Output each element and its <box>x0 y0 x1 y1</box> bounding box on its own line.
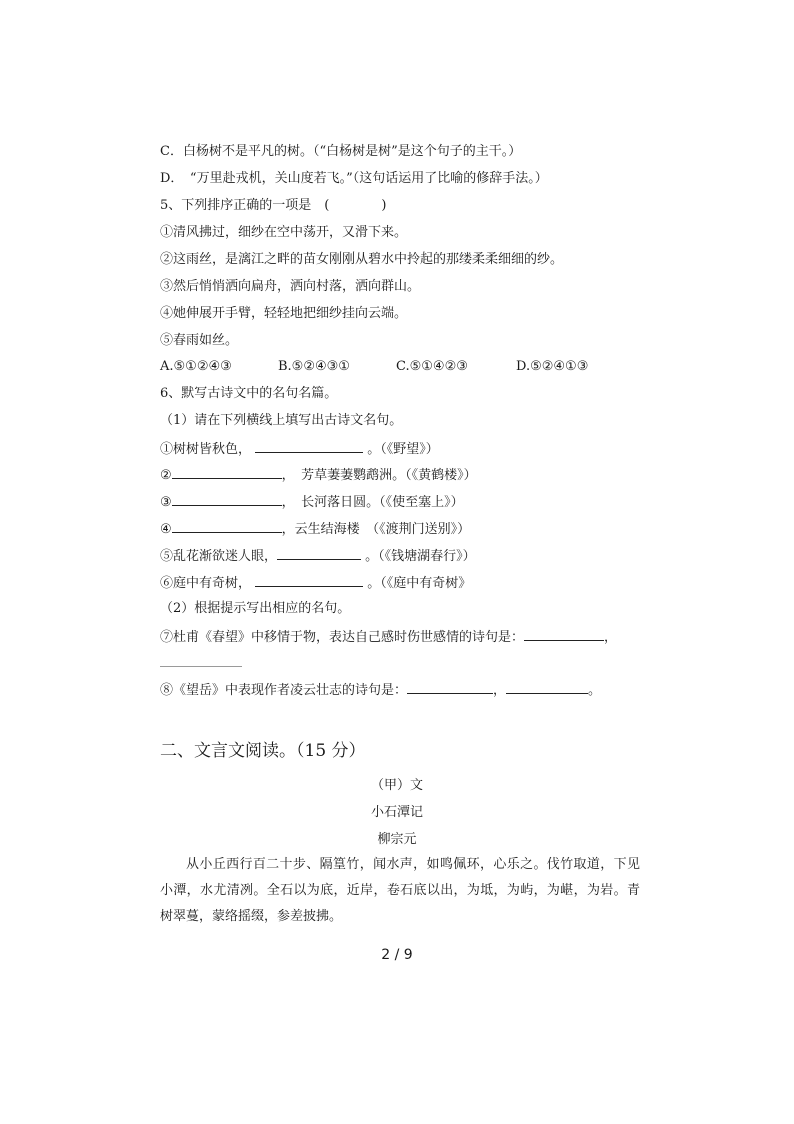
q5-option-c[interactable]: C.⑤①④②③ <box>396 359 468 374</box>
passage-label: （甲）文 <box>370 778 423 793</box>
sentence-4: ④她伸展开手臂，轻轻地把细纱挂向云端。 <box>160 306 408 321</box>
q5-options <box>160 358 588 376</box>
fill-line-2: ② ， 芳草萋萋鹦鹉洲。（《黄鹤楼》） <box>160 465 477 485</box>
blank-8a[interactable] <box>407 680 493 694</box>
blank-3[interactable] <box>172 492 282 506</box>
blank-8b[interactable] <box>506 680 588 694</box>
option-c: C．白杨树不是平凡的树。（“白杨树是树”是这个句子的主干。） <box>160 144 522 159</box>
blank-2[interactable] <box>172 465 282 479</box>
fill-line-5: ⑤乱花渐欲迷人眼， 。（《钱塘湖春行》） <box>160 546 476 566</box>
fill-line-6: ⑥庭中有奇树， 。（《庭中有奇树》 <box>160 573 471 593</box>
question-5: 5、下列排序正确的一项是 ( ) <box>160 198 387 213</box>
fill-line-4: ④ ，云生结海楼 （《渡荆门送别》） <box>160 519 470 539</box>
sentence-3: ③然后悄悄洒向扁舟，洒向村落，洒向群山。 <box>160 279 421 294</box>
blank-5[interactable] <box>277 546 361 560</box>
sentence-1: ①清风拂过，细纱在空中荡开，又滑下来。 <box>160 225 408 240</box>
fill-line-7: ⑦杜甫《春望》中移情于物，表达自己感时伤世感情的诗句是： ， <box>160 627 617 647</box>
blank-4[interactable] <box>172 519 282 533</box>
q5-option-d[interactable]: D.⑤②④①③ <box>516 359 589 374</box>
blank-7b[interactable] <box>160 666 242 667</box>
sentence-5: ⑤春雨如丝。 <box>160 333 239 348</box>
sub-question-2: （2）根据提示写出相应的名句。 <box>160 601 351 616</box>
passage-title: 小石潭记 <box>370 805 423 820</box>
blank-6[interactable] <box>255 573 363 587</box>
fill-line-1: ①树树皆秋色， 。（《野望》） <box>160 439 439 459</box>
passage-paragraph: 从小丘西行百二十步、隔篁竹，闻水声，如鸣佩环，心乐之。伐竹取道，下见小潭，水尤清冽。全石以为底，近岸，卷石底以出，为坻，为屿，为嵁，为岩。青树翠蔓，蒙络摇缀，参差披拂。 <box>160 857 640 924</box>
blank-7a[interactable] <box>524 627 604 641</box>
page-number: 2 / 9 <box>381 947 413 963</box>
sentence-2: ②这雨丝，是漓江之畔的苗女刚刚从碧水中拎起的那缕柔柔细细的纱。 <box>160 252 564 267</box>
blank-1[interactable] <box>255 439 363 453</box>
passage-author: 柳宗元 <box>377 832 417 847</box>
q5-option-b[interactable]: B.⑤②④③① <box>278 359 350 374</box>
fill-line-3: ③ ， 长河落日圆。（《使至塞上》） <box>160 492 464 512</box>
fill-line-8: ⑧《望岳》中表现作者凌云壮志的诗句是： ， 。 <box>160 680 601 700</box>
q5-option-a[interactable]: A.⑤①②④③ <box>160 359 232 374</box>
question-6: 6、默写古诗文中的名句名篇。 <box>160 386 338 401</box>
section-heading: 二、文言文阅读。（15 分） <box>160 741 366 761</box>
sub-question-1: （1）请在下列横线上填写出古诗文名句。 <box>160 413 403 428</box>
option-d: D． “万里赴戎机，关山度若飞。”（这句话运用了比喻的修辞手法。） <box>160 171 548 186</box>
